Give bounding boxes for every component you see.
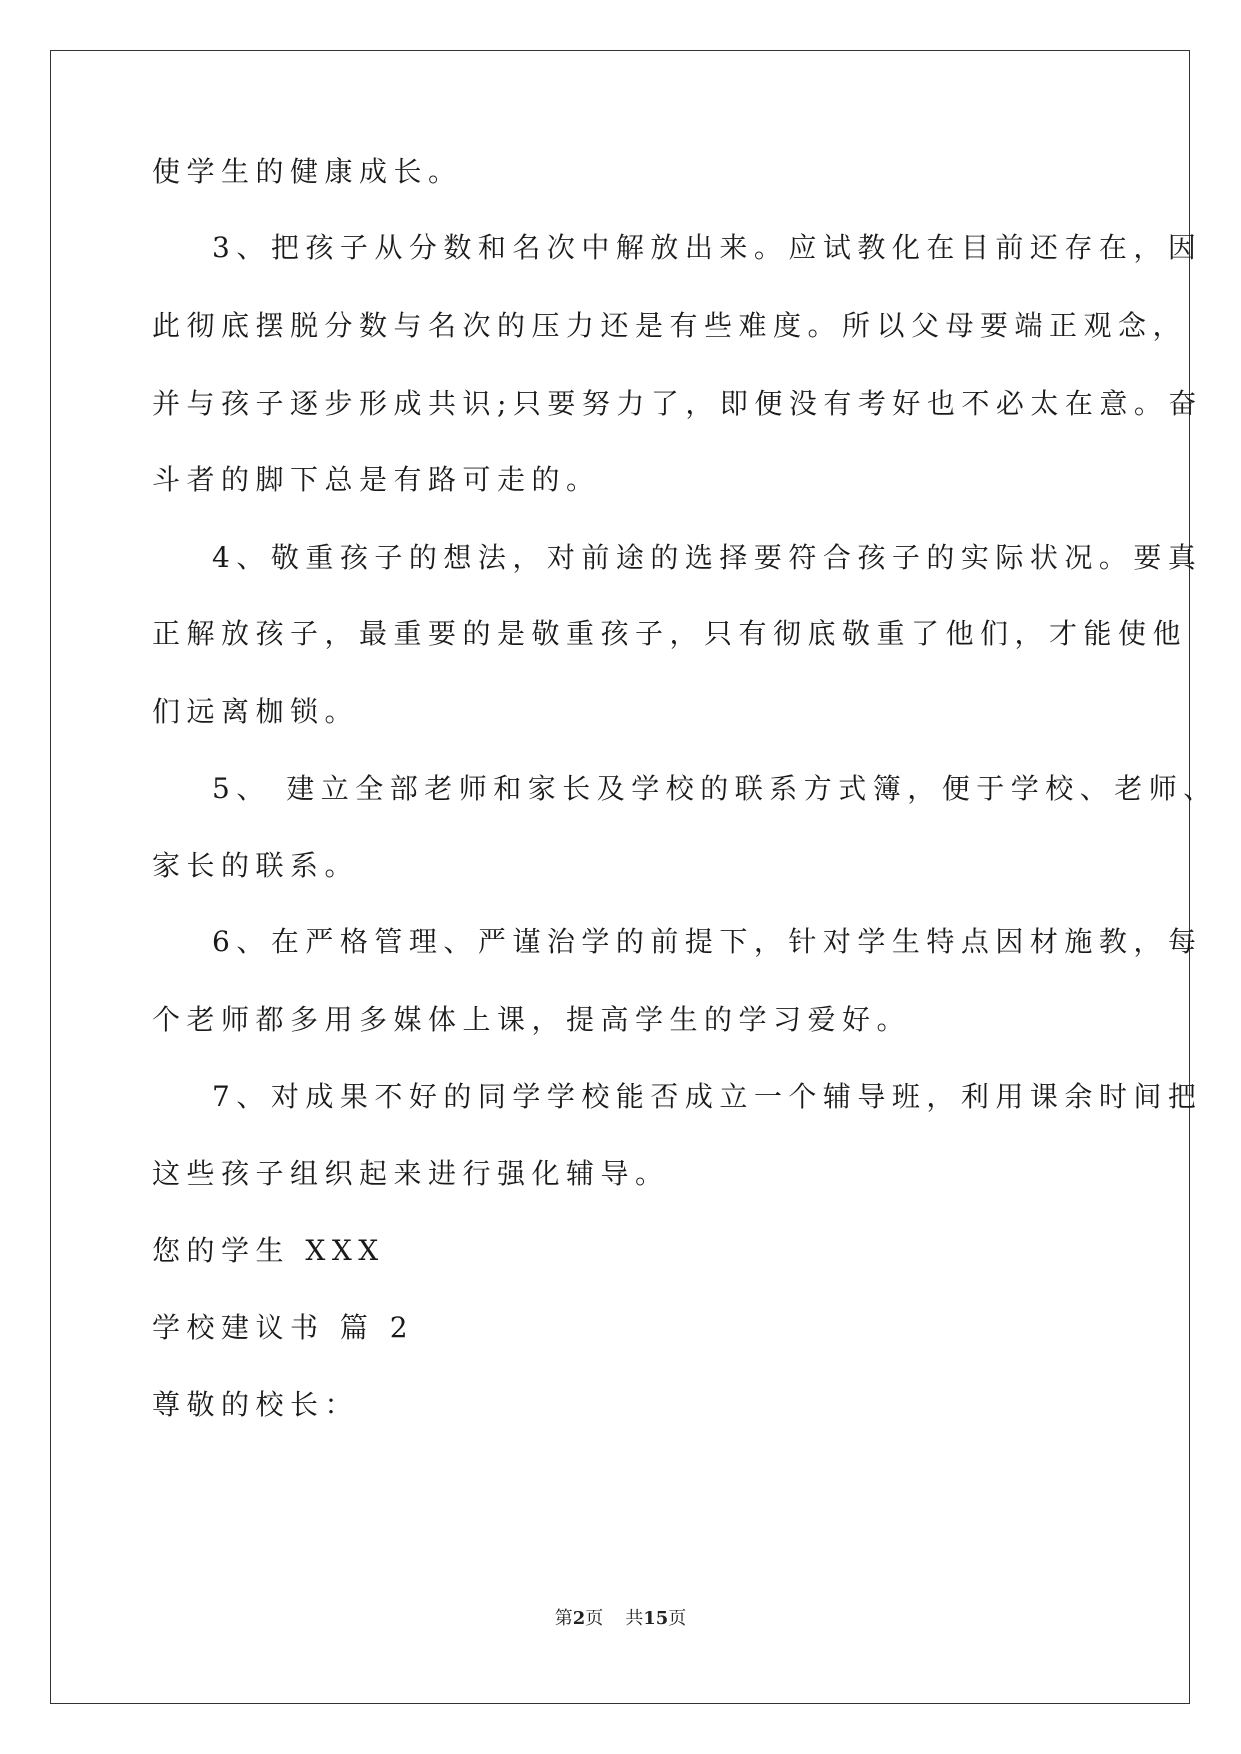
body-line-11: 6、在严格管理、严谨治学的前提下，针对学生特点因材施教，每 xyxy=(212,925,1203,958)
page-footer xyxy=(0,1607,1241,1631)
body-line-4: 并与孩子逐步形成共识;只要努力了，即便没有考好也不必太在意。奋 xyxy=(152,387,1203,420)
footer-page-unit: 页 xyxy=(585,1608,604,1629)
body-line-2: 3、把孩子从分数和名次中解放出来。应试教化在目前还存在，因 xyxy=(212,231,1203,264)
body-line-3: 此彻底摆脱分数与名次的压力还是有些难度。所以父母要端正观念， xyxy=(152,309,1188,342)
salutation-line: 尊敬的校长： xyxy=(152,1388,360,1421)
body-line-10: 家长的联系。 xyxy=(152,849,360,882)
body-line-9: 5、 建立全部老师和家长及学校的联系方式簿，便于学校、老师、 xyxy=(212,772,1218,805)
footer-page-prefix: 第 xyxy=(554,1608,573,1629)
body-line-6: 4、敬重孩子的想法，对前途的选择要符合孩子的实际状况。要真 xyxy=(212,541,1203,574)
body-line-8: 们远离枷锁。 xyxy=(152,695,360,728)
signature-line: 您的学生 XXX xyxy=(152,1234,385,1267)
body-line-7: 正解放孩子，最重要的是敬重孩子，只有彻底敬重了他们，才能使他 xyxy=(152,617,1188,650)
footer-total-prefix: 共 xyxy=(625,1608,644,1629)
body-line-1: 使学生的健康成长。 xyxy=(152,155,463,188)
body-line-14: 这些孩子组织起来进行强化辅导。 xyxy=(152,1157,670,1190)
section-heading: 学校建议书 篇 2 xyxy=(152,1311,415,1344)
body-line-12: 个老师都多用多媒体上课，提高学生的学习爱好。 xyxy=(152,1003,912,1036)
body-line-13: 7、对成果不好的同学学校能否成立一个辅导班，利用课余时间把 xyxy=(212,1080,1203,1113)
body-line-5: 斗者的脚下总是有路可走的。 xyxy=(152,463,601,496)
footer-total-unit: 页 xyxy=(668,1608,687,1629)
footer-page-current: 2 xyxy=(572,1608,586,1629)
footer-page-total: 15 xyxy=(643,1608,669,1629)
